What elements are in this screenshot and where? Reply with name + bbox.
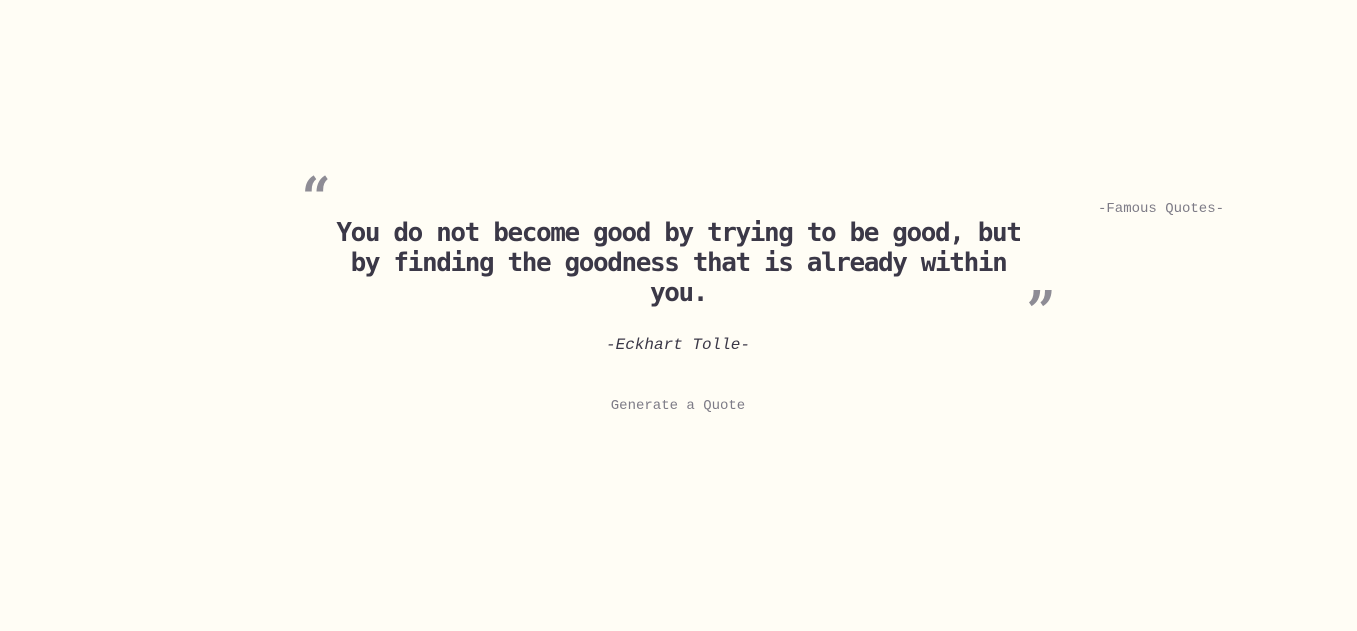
quote-author: -Eckhart Tolle- (605, 336, 751, 354)
close-quote-icon: ” (1026, 279, 1056, 345)
generate-quote-button[interactable]: Generate a Quote (598, 394, 758, 418)
quote-text: You do not become good by trying to be good, but by finding the goodness that is already within you. (336, 218, 1021, 308)
site-label: -Famous Quotes- (1097, 201, 1225, 217)
open-quote-icon: “ (301, 165, 331, 231)
